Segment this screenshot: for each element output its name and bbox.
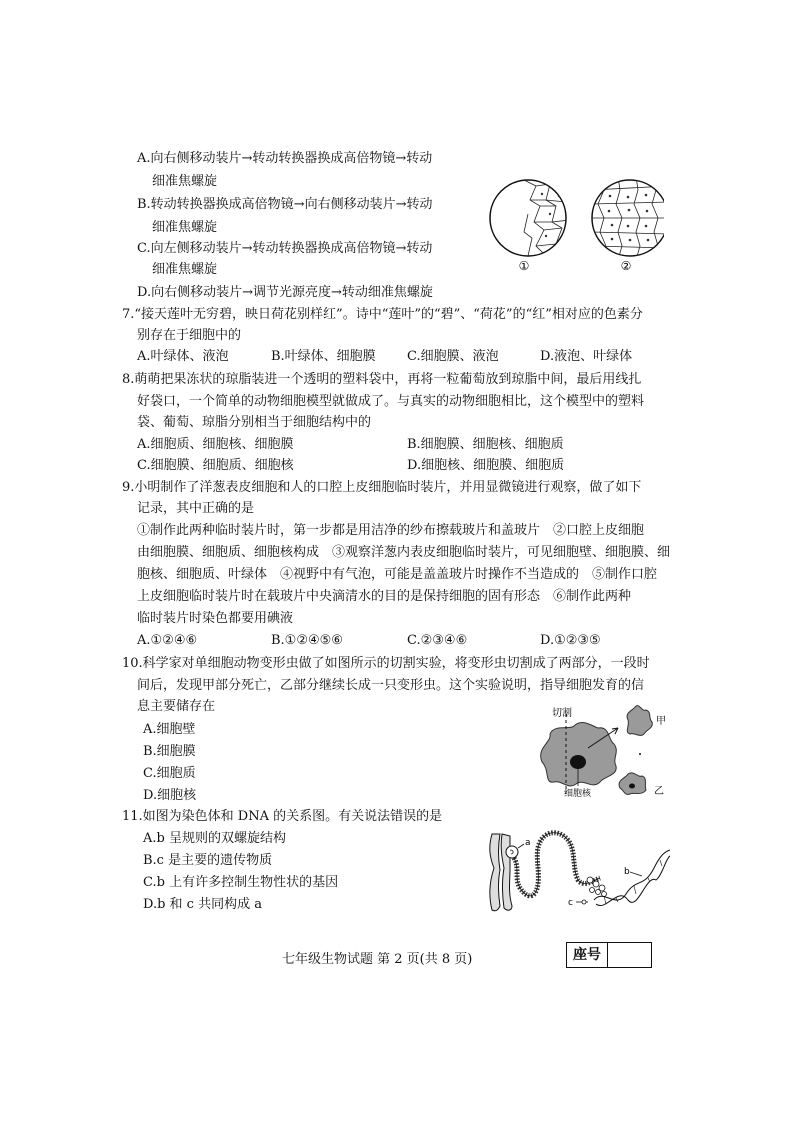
figure-label-2: ② xyxy=(620,259,632,273)
q9-stem-line7: 临时装片时染色都要用碘液 xyxy=(137,611,294,626)
q9-option-d: D.①②③⑤ xyxy=(540,633,601,648)
cut-label: 切割 xyxy=(552,708,572,719)
q10-option-b: B.细胞膜 xyxy=(143,744,196,759)
q10-option-c: C.细胞质 xyxy=(143,766,196,781)
q6-option-d: D.向右侧移动装片→调节光源亮度→转动细准焦螺旋 xyxy=(137,285,433,300)
label-a: a xyxy=(525,838,531,848)
q8-option-d: D.细胞核、细胞膜、细胞质 xyxy=(407,458,565,473)
q11-option-d: D.b 和 c 共同构成 a xyxy=(143,897,262,912)
figure-label-1: ① xyxy=(518,259,530,273)
q7-option-c: C.细胞膜、液泡 xyxy=(407,349,499,364)
q9-stem-line2: 记录，其中正确的是 xyxy=(137,501,255,516)
label-b: b xyxy=(624,867,630,877)
q9-stem-line1: 9.小明制作了洋葱表皮细胞和人的口腔上皮细胞临时装片，并用显微镜进行观察，做了如下 xyxy=(122,480,642,495)
q6-option-b: B.转动转换器换成高倍物镜→向右侧移动装片→转动 xyxy=(137,197,433,212)
q9-stem-line5: 胞核、细胞质、叶绿体 ④视野中有气泡，可能是盖盖玻片时操作不当造成的 ⑤制作口腔 xyxy=(137,567,658,582)
q9-option-a: A.①②④⑥ xyxy=(137,633,198,648)
q7-stem-line1: 7.“接天莲叶无穷碧，映日荷花别样红”。诗中“莲叶”的“碧”、“荷花”的“红”相对应的色素分 xyxy=(122,307,643,322)
q7-stem-line2: 别存在于细胞中的 xyxy=(137,328,242,343)
q10-stem-line2: 间后，发现甲部分死亡，乙部分继续长成一只变形虫。这个实验说明，指导细胞发育的信 xyxy=(137,678,645,693)
q10-option-a: A.细胞壁 xyxy=(143,722,196,737)
q8-option-a: A.细胞质、细胞核、细胞膜 xyxy=(137,437,294,452)
q10-stem-line3: 息主要储存在 xyxy=(137,699,216,714)
q10-stem-line1: 10.科学家对单细胞动物变形虫做了如图所示的切割实验，将变形虫切割成了两部分，一段时 xyxy=(122,656,650,671)
q7-option-a: A.叶绿体、液泡 xyxy=(137,349,229,364)
q6-option-b-cont: 细准焦螺旋 xyxy=(152,220,218,235)
q8-option-c: C.细胞膜、细胞质、细胞核 xyxy=(137,458,294,473)
seat-number-box[interactable] xyxy=(566,942,652,968)
q7-option-d: D.液泡、叶绿体 xyxy=(540,349,633,364)
q8-stem-line1: 8.萌萌把果冻状的琼脂装进一个透明的塑料袋中，再将一粒葡萄放到琼脂中间，最后用线扎 xyxy=(122,372,642,387)
q6-option-a: A.向右侧移动装片→转动转换器换成高倍物镜→转动 xyxy=(137,151,433,166)
q9-stem-line6: 上皮细胞临时装片时在载玻片中央滴清水的目的是保持细胞的固有形态 ⑥制作此两种 xyxy=(137,589,632,604)
q11-option-c: C.b 上有许多控制生物性状的基因 xyxy=(143,875,339,890)
q11-option-b: B.c 是主要的遗传物质 xyxy=(143,853,273,868)
nucleus-label: 细胞核 xyxy=(564,789,592,799)
q8-option-b: B.细胞膜、细胞核、细胞质 xyxy=(407,437,564,452)
yi-label: 乙 xyxy=(654,786,664,797)
q9-option-c: C.②③④⑥ xyxy=(407,633,468,648)
q8-stem-line3: 袋、葡萄、琼脂分别相当于细胞结构中的 xyxy=(137,415,372,430)
q6-option-c: C.向左侧移动装片→转动转换器换成高倍物镜→转动 xyxy=(137,241,433,256)
q7-option-b: B.叶绿体、细胞膜 xyxy=(271,349,376,364)
seat-label: 座号 xyxy=(567,943,608,967)
q6-option-a-cont: 细准焦螺旋 xyxy=(152,174,218,189)
q11-option-a: A.b 呈规则的双螺旋结构 xyxy=(143,831,286,846)
microscope-view-figure xyxy=(484,176,664,276)
jia-label: 甲 xyxy=(656,716,666,727)
q9-stem-line3: ①制作此两种临时装片时，第一步都是用洁净的纱布擦载玻片和盖玻片 ②口腔上皮细胞 xyxy=(137,523,645,538)
q8-stem-line2: 好袋口，一个简单的动物细胞模型就做成了。与真实的动物细胞相比，这个模型中的塑料 xyxy=(137,394,645,409)
amoeba-cutting-figure xyxy=(528,704,678,800)
page-footer: 七年级生物试题 第 2 页(共 8 页) xyxy=(282,952,473,967)
q6-option-c-cont: 细准焦螺旋 xyxy=(152,262,218,277)
q11-stem: 11.如图为染色体和 DNA 的关系图。有关说法错误的是 xyxy=(122,809,443,824)
q10-option-d: D.细胞核 xyxy=(143,788,197,803)
label-c: c xyxy=(568,898,573,908)
q9-stem-line4: 由细胞膜、细胞质、细胞核构成 ③观察洋葱内表皮细胞临时装片，可见细胞壁、细胞膜、细 xyxy=(137,545,671,560)
q9-option-b: B.①②④⑤⑥ xyxy=(271,633,343,648)
chromosome-dna-figure xyxy=(484,828,674,916)
